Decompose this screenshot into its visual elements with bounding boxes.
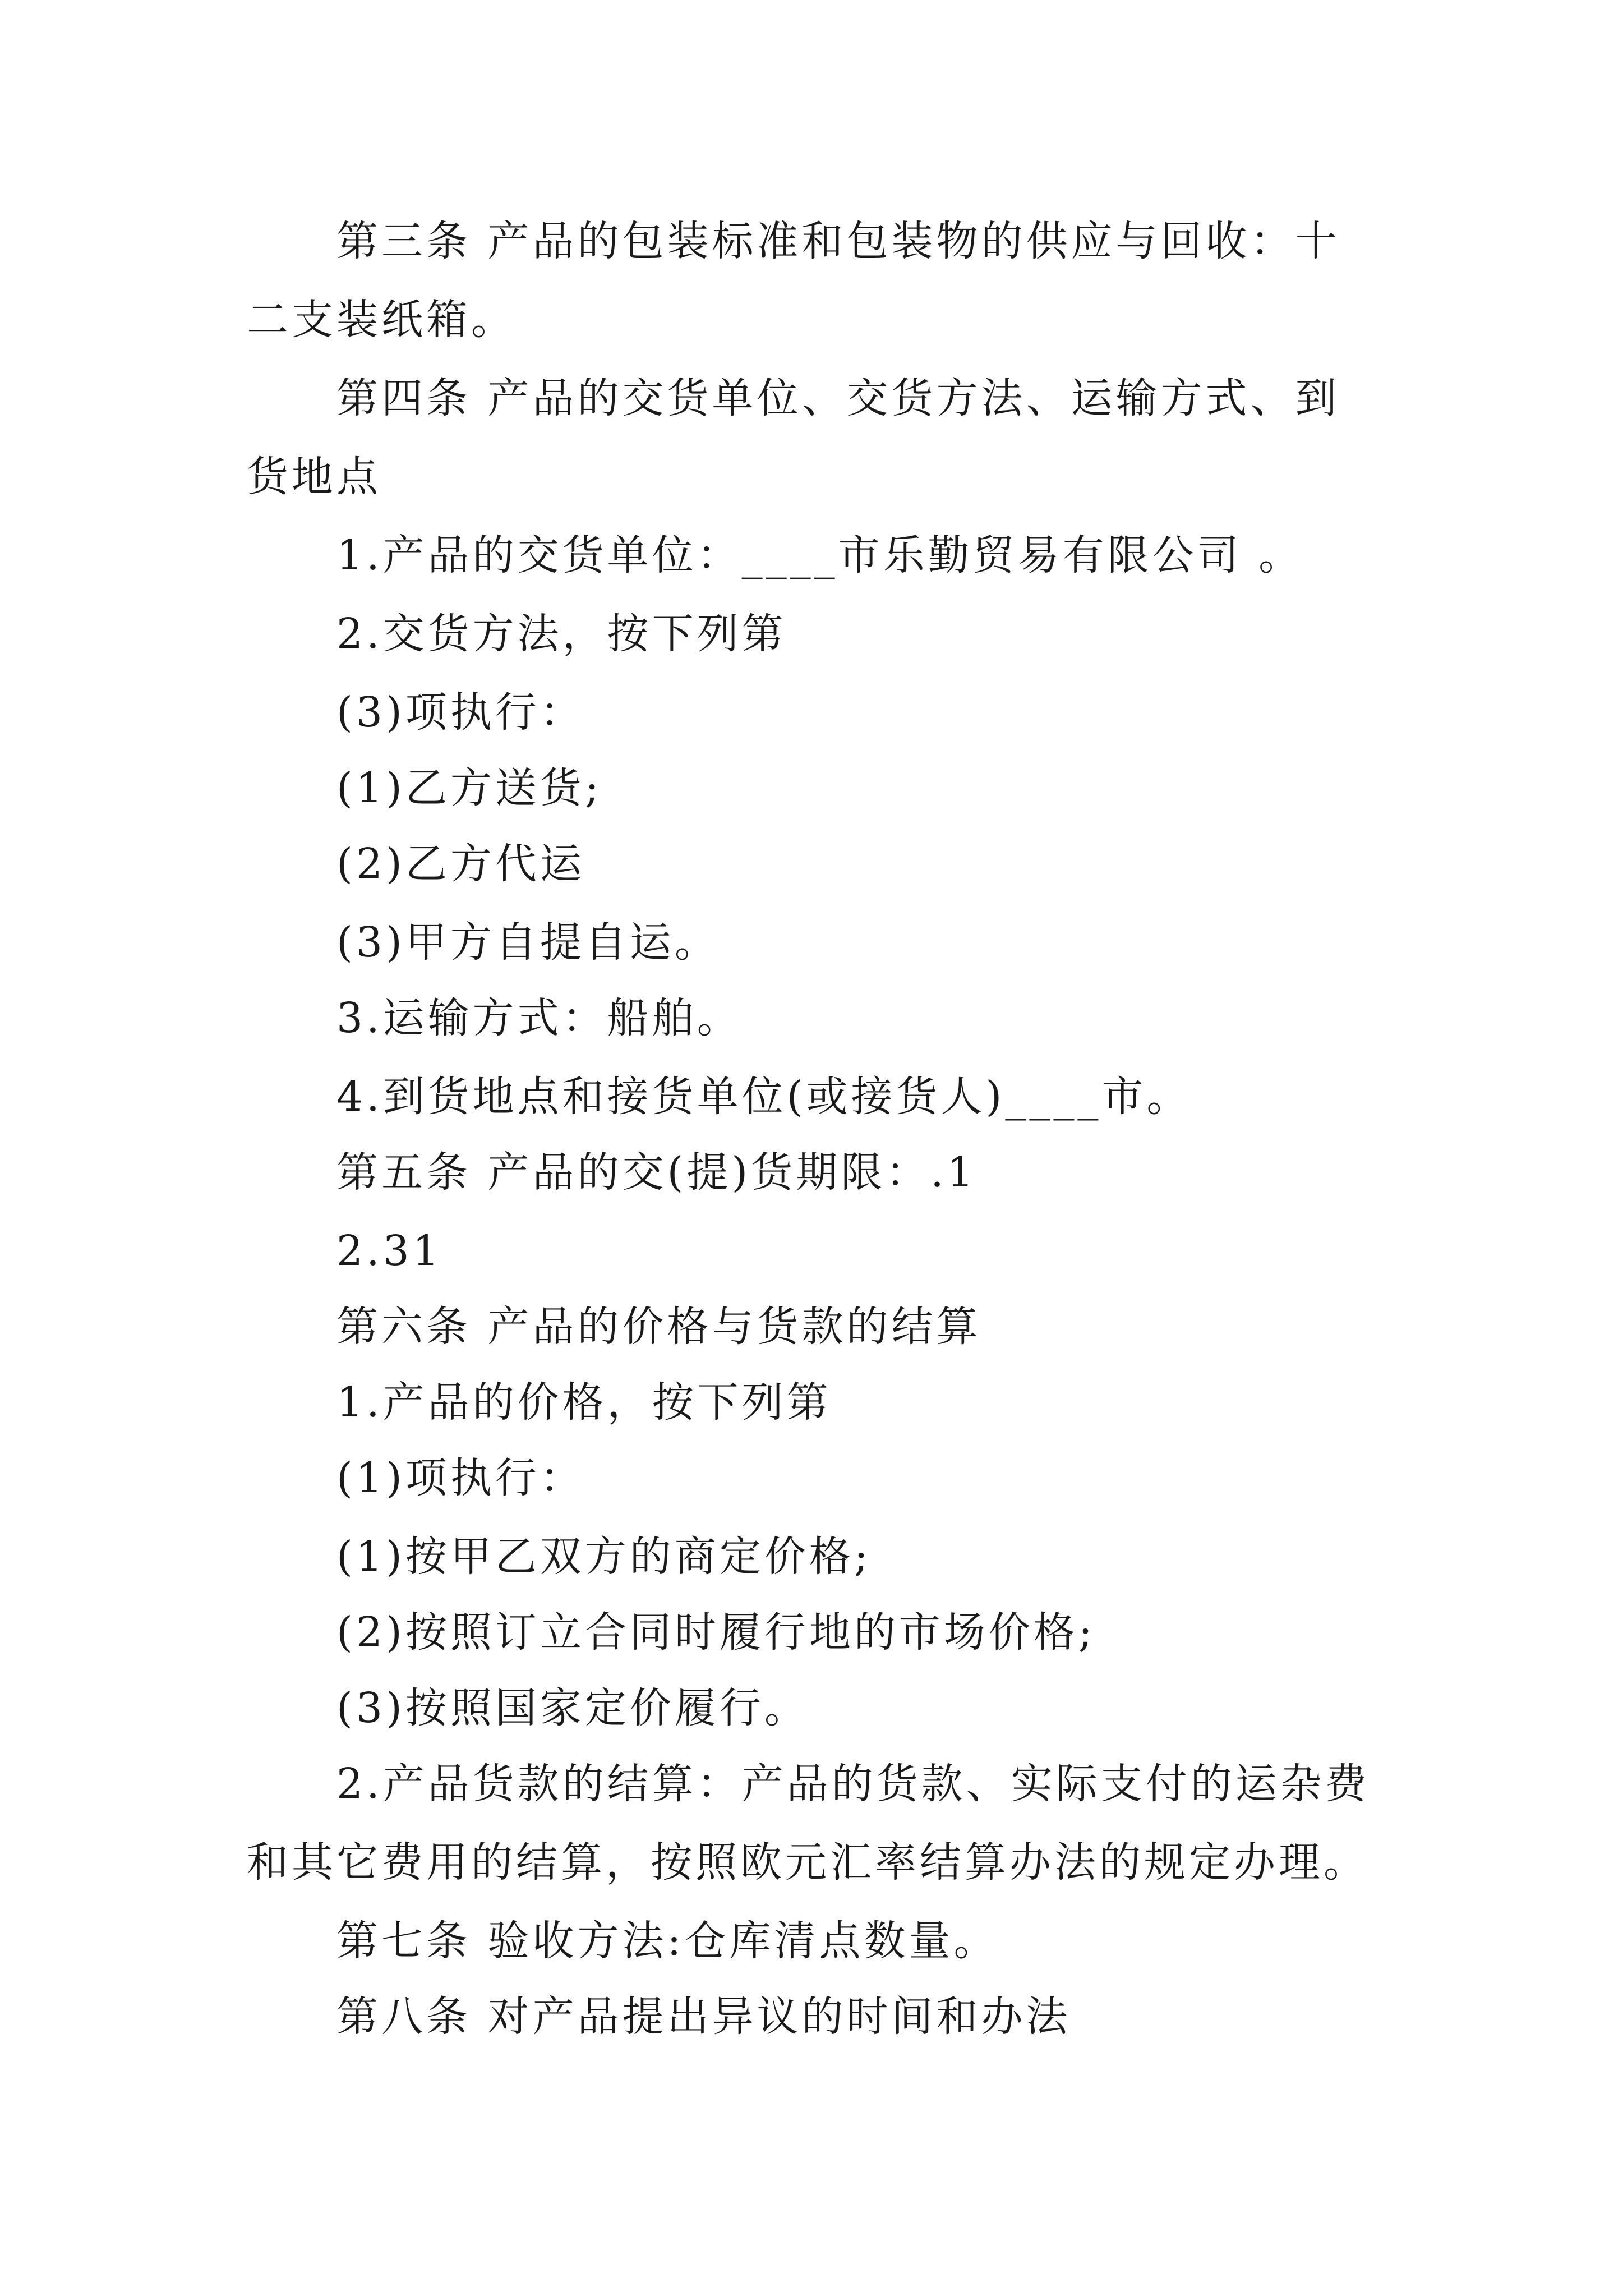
paragraph-delivery-unit: 1.产品的交货单位：____市乐勤贸易有限公司 。 [336,531,1304,579]
paragraph-article-7: 第七条 验收方法:仓库清点数量。 [336,1917,999,1965]
paragraph-arrival-location: 4.到货地点和接货单位(或接货人)____市。 [336,1073,1192,1121]
paragraph-article-4: 第四条 产品的交货单位、交货方法、运输方式、到货地点 [247,374,1340,501]
paragraph-delivery-method: 2.交货方法，按下列第 [336,610,787,658]
paragraph-price-option-choice: (1)项执行： [336,1454,585,1502]
paragraph-article-8: 第八条 对产品提出异议的时间和办法 [336,1993,1071,2041]
paragraph-delivery-option-choice: (3)项执行： [336,688,585,737]
paragraph-article-5: 第五条 产品的交(提)货期限：.1 [336,1148,977,1197]
paragraph-delivery-option-3: (3)甲方自提自运。 [336,918,720,967]
paragraph-delivery-option-2: (2)乙方代运 [336,840,585,888]
paragraph-price-method: 1.产品的价格，按下列第 [336,1378,832,1427]
paragraph-deadline-value: 2.31 [336,1227,442,1275]
paragraph-price-option-2: (2)按照订立合同时履行地的市场价格; [336,1608,1096,1657]
paragraph-article-6: 第六条 产品的价格与货款的结算 [336,1303,981,1351]
paragraph-payment-settlement: 2.产品货款的结算：产品的货款、实际支付的运杂费和其它费用的结算，按照欧元汇率结算办法的规定办理。 [247,1760,1370,1887]
paragraph-delivery-option-1: (1)乙方送货; [336,764,602,812]
paragraph-price-option-1: (1)按甲乙双方的商定价格; [336,1533,872,1581]
paragraph-price-option-3: (3)按照国家定价履行。 [336,1684,809,1732]
paragraph-article-3: 第三条 产品的包装标准和包装物的供应与回收：十二支装纸箱。 [247,217,1340,344]
paragraph-transport-mode: 3.运输方式：船舶。 [336,994,742,1042]
